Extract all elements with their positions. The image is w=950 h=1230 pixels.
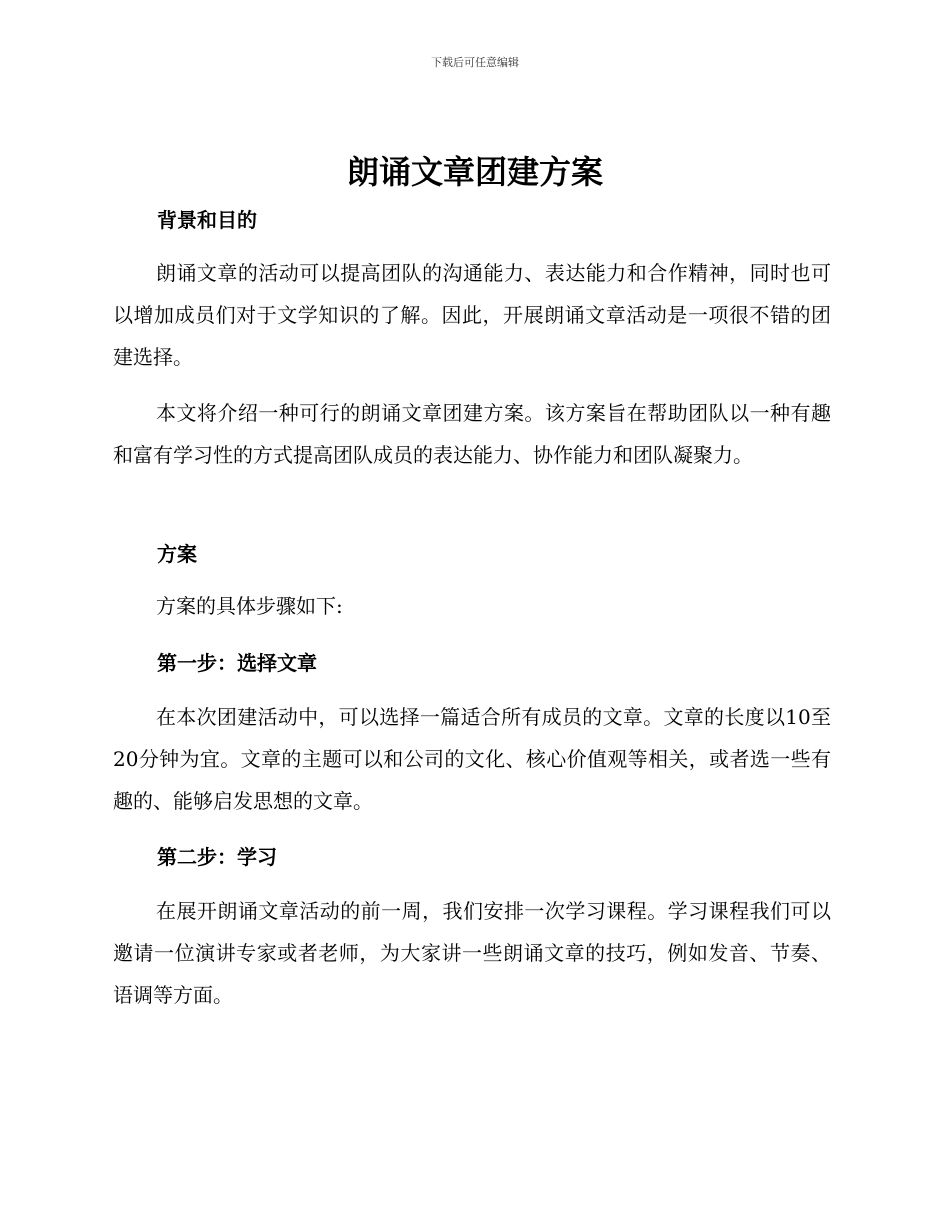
step-2-heading: 第二步：学习 <box>157 845 277 869</box>
document-title: 朗诵文章团建方案 <box>346 153 603 191</box>
paragraph-plan-intro: 方案的具体步骤如下: <box>156 594 343 618</box>
section-heading-plan: 方案 <box>157 542 197 566</box>
paragraph-step-2: 在展开朗诵文章活动的前一周，我们安排一次学习课程。学习课程我们可以邀请一位演讲专家或者老师，为大家讲一些朗诵文章的技巧，例如发音、节奏、语调等方面。 <box>113 899 831 1007</box>
header-note: 下载后可任意编辑 <box>431 56 519 69</box>
step-1-heading: 第一步：选择文章 <box>157 651 317 675</box>
section-heading-background: 背景和目的 <box>157 208 257 232</box>
paragraph-step-1: 在本次团建活动中，可以选择一篇适合所有成员的文章。文章的长度以10至20分钟为宜。文章的主题可以和公司的文化、核心价值观等相关，或者选一些有趣的、能够启发思想的文章。 <box>113 705 831 813</box>
paragraph-background-2: 本文将介绍一种可行的朗诵文章团建方案。该方案旨在帮助团队以一种有趣和富有学习性的方式提高团队成员的表达能力、协作能力和团队凝聚力。 <box>113 401 831 467</box>
paragraph-background-1: 朗诵文章的活动可以提高团队的沟通能力、表达能力和合作精神，同时也可以增加成员们对于文学知识的了解。因此，开展朗诵文章活动是一项很不错的团建选择。 <box>113 261 831 369</box>
